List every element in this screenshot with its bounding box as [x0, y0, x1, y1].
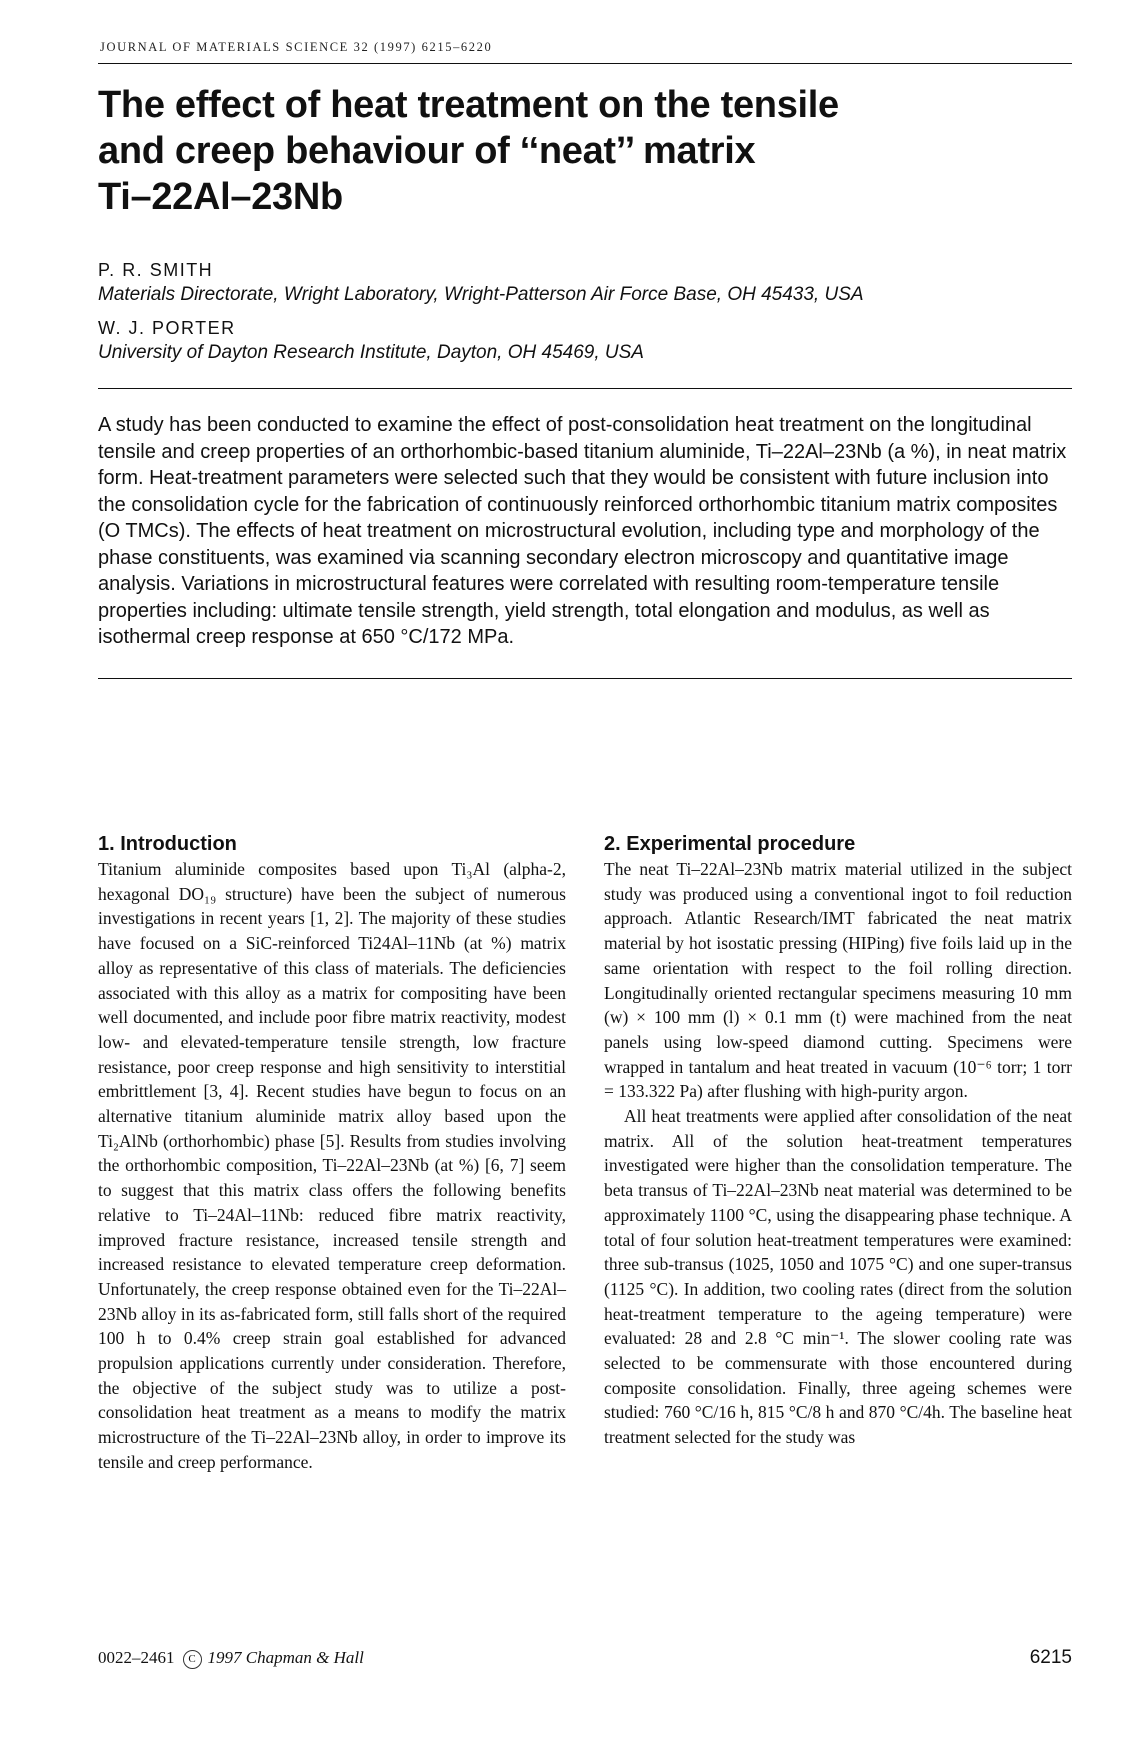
right-column [604, 831, 1072, 1475]
page-footer [98, 1647, 1072, 1669]
abstract-top-rule [98, 388, 1072, 389]
page-number: 6215 [1029, 1647, 1072, 1668]
footer-citation [98, 1648, 364, 1669]
abstract-bottom-rule [98, 678, 1072, 679]
page [98, 40, 1072, 1668]
header-rule [98, 63, 1072, 64]
copyright-icon: C [183, 1650, 202, 1669]
author-block [98, 258, 1072, 366]
author-affiliation: University of Dayton Research Institute, Dayton, OH 45469, USA [98, 342, 644, 363]
experimental-paragraph-1: The neat Ti–22Al–23Nb matrix material utilized in the subject study was produced using a conventional ingot to foil reduction approach. Atlantic Research/IMT fabricated the neat matrix material by hot isostatic pressing (HIPing) five foils laid up in the same orientation with respect to the foil rolling direction. Longitudinally oriented rectangular specimens measuring 10 mm (w) × 100 mm (l) × 0.1 mm (t) were machined from the neat panels using low-speed diamond cutting. Specimens were wrapped in tantalum and heat treated in vacuum (10⁻⁶ torr; 1 torr = 133.322 Pa) after flushing with high-purity argon. [604, 859, 1072, 1102]
title-line-1: The effect of heat treatment on the tensile [98, 84, 839, 126]
left-column [98, 831, 566, 1475]
journal-header: JOURNAL OF MATERIALS SCIENCE 32 (1997) 6215–6220 [100, 40, 493, 54]
issn: 0022–2461 [98, 1648, 175, 1667]
title-line-2: and creep behaviour of ‘‘neat’’ matrix [98, 130, 756, 172]
section-heading-introduction: 1. Introduction [98, 833, 237, 855]
paper-title [98, 82, 1072, 220]
author-affiliation: Materials Directorate, Wright Laboratory, Wright-Patterson Air Force Base, OH 45433, USA [98, 284, 864, 305]
body-columns [98, 831, 1072, 1475]
experimental-paragraph-2: All heat treatments were applied after consolidation of the neat matrix. All of the solution heat-treatment temperatures investigated were higher than the consolidation temperature. The beta transus of Ti–22Al–23Nb neat material was determined to be approximately 1100 °C, using the disappearing phase technique. A total of four solution heat-treatment temperatures were examined: three sub-transus (1025, 1050 and 1075 °C) and one super-transus (1125 °C). In addition, two cooling rates (direct from the solution heat-treatment temperature to the ageing temperature) were evaluated: 28 and 2.8 °C min⁻¹. The slower cooling rate was selected to be commensurate with those encountered during composite consolidation. Finally, three ageing schemes were studied: 760 °C/16 h, 815 °C/8 h and 870 °C/4h. The baseline heat treatment selected for the study was [604, 1106, 1072, 1448]
section-heading-experimental: 2. Experimental procedure [604, 833, 856, 855]
publisher: 1997 Chapman & Hall [207, 1648, 364, 1667]
abstract: A study has been conducted to examine the effect of post-consolidation heat treatment on the longitudinal tensile and creep properties of an orthorhombic-based titanium aluminide, Ti–22Al–23Nb (a %), in neat matrix form. Heat-treatment parameters were selected such that they would be consistent with future inclusion into the consolidation cycle for the fabrication of continuously reinforced orthorhombic titanium matrix composites (O TMCs). The effects of heat treatment on microstructural evolution, including type and morphology of the phase constituents, was examined via scanning secondary electron microscopy and quantitative image analysis. Variations in microstructural features were correlated with resulting room-temperature tensile properties including: ultimate tensile strength, yield strength, total elongation and modulus, as well as isothermal creep response at 650 °C/172 MPa. [98, 414, 1067, 648]
author-name: P. R. SMITH [98, 260, 214, 280]
author-name: W. J. PORTER [98, 318, 236, 338]
title-line-3: Ti–22Al–23Nb [98, 176, 343, 218]
introduction-paragraph: Titanium aluminide composites based upon Ti₃Al (alpha-2, hexagonal DO₁₉ structure) have been the subject of numerous investigations in recent years [1, 2]. The majority of these studies have focused on a SiC-reinforced Ti24Al–11Nb (at %) matrix alloy as representative of this class of materials. The deficiencies associated with this alloy as a matrix for compositing have been well documented, and include poor fibre matrix reactivity, modest low- and elevated-temperature tensile strength, low fracture resistance, poor creep response and high sensitivity to interstitial embrittlement [3, 4]. Recent studies have begun to focus on an alternative titanium aluminide matrix alloy based upon the Ti₂AlNb (orthorhombic) phase [5]. Results from studies involving the orthorhombic composition, Ti–22Al–23Nb (at %) [6, 7] seem to suggest that this matrix class offers the following benefits relative to Ti–24Al–11Nb: reduced fibre matrix reactivity, improved fracture resistance, increased tensile strength and increased resistance to elevated temperature creep deformation. Unfortunately, the creep response obtained even for the Ti–22Al–23Nb alloy in its as-fabricated form, still falls short of the required 100 h to 0.4% creep strain goal established for advanced propulsion applications currently under consideration. Therefore, the objective of the subject study was to utilize a post-consolidation heat treatment as a means to modify the matrix microstructure of the Ti–22Al–23Nb alloy, in order to improve its tensile and creep performance. [98, 859, 566, 1472]
